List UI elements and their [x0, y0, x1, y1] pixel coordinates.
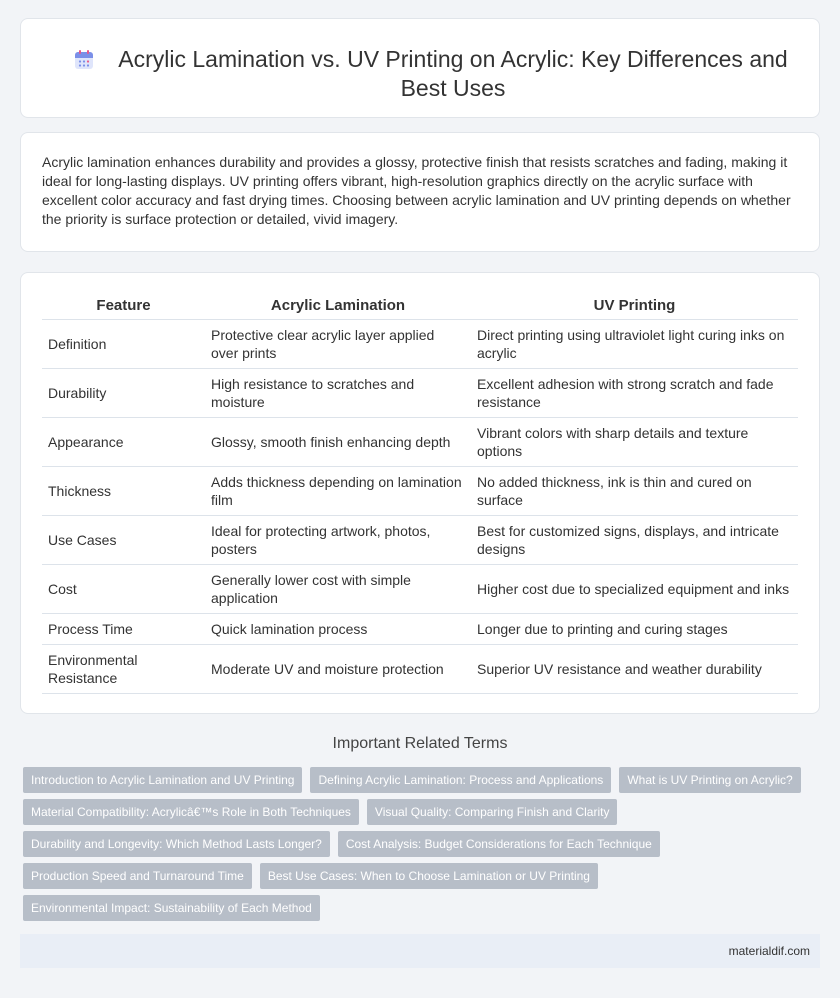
related-term-tag[interactable]: What is UV Printing on Acrylic? — [619, 767, 800, 793]
lamination-cell: Glossy, smooth finish enhancing depth — [205, 417, 471, 466]
intro-paragraph: Acrylic lamination enhances durability and provides a glossy, protective finish that resists scratches and fading, making it ideal for long-lasting displays. UV printing offers vibrant, high-resolution graphics directly on the acrylic surface with excellent color accuracy and fast drying times. Choosing between acrylic lamination and UV printing depends on whether the priority is surface protection or detailed, vivid imagery. — [42, 154, 791, 227]
related-term-tag[interactable]: Cost Analysis: Budget Considerations for Each Technique — [338, 831, 660, 857]
uv-printing-cell: Best for customized signs, displays, and intricate designs — [471, 515, 798, 564]
related-term-tag[interactable]: Defining Acrylic Lamination: Process and Applications — [310, 767, 611, 793]
feature-cell: Environmental Resistance — [42, 644, 205, 693]
lamination-cell: High resistance to scratches and moisture — [205, 368, 471, 417]
lamination-cell: Generally lower cost with simple application — [205, 564, 471, 613]
feature-cell: Use Cases — [42, 515, 205, 564]
table-row — [42, 613, 798, 644]
feature-cell: Durability — [42, 368, 205, 417]
header-feature: Feature — [42, 295, 205, 319]
table-row — [42, 466, 798, 515]
uv-printing-cell: Direct printing using ultraviolet light curing inks on acrylic — [471, 319, 798, 368]
uv-printing-cell: Vibrant colors with sharp details and texture options — [471, 417, 798, 466]
lamination-cell: Protective clear acrylic layer applied over prints — [205, 319, 471, 368]
related-term-tag[interactable]: Best Use Cases: When to Choose Lamination or UV Printing — [260, 863, 598, 889]
lamination-cell: Moderate UV and moisture protection — [205, 644, 471, 693]
lamination-cell: Adds thickness depending on lamination film — [205, 466, 471, 515]
uv-printing-cell: Longer due to printing and curing stages — [471, 613, 798, 644]
comparison-table — [42, 295, 798, 694]
feature-cell: Cost — [42, 564, 205, 613]
calendar-icon — [72, 48, 96, 72]
related-term-tag[interactable]: Visual Quality: Comparing Finish and Clarity — [367, 799, 618, 825]
lamination-cell: Ideal for protecting artwork, photos, posters — [205, 515, 471, 564]
related-term-tag[interactable]: Production Speed and Turnaround Time — [23, 863, 252, 889]
table-row — [42, 368, 798, 417]
feature-cell: Process Time — [42, 613, 205, 644]
table-row — [42, 417, 798, 466]
title-card — [20, 18, 820, 118]
feature-cell: Appearance — [42, 417, 205, 466]
related-term-tag[interactable]: Material Compatibility: Acrylicâ€™s Role in Both Techniques — [23, 799, 359, 825]
related-term-tag[interactable]: Introduction to Acrylic Lamination and UV Printing — [23, 767, 302, 793]
feature-cell: Thickness — [42, 466, 205, 515]
table-row — [42, 319, 798, 368]
table-header-row — [42, 295, 798, 319]
table-row — [42, 515, 798, 564]
related-terms-list — [23, 767, 818, 921]
footer-site-name: materialdif.com — [728, 944, 810, 958]
uv-printing-cell: Higher cost due to specialized equipment and inks — [471, 564, 798, 613]
header-uv-printing: UV Printing — [471, 295, 798, 319]
comparison-card — [20, 272, 820, 714]
table-row — [42, 564, 798, 613]
related-terms-heading: Important Related Terms — [332, 735, 508, 752]
feature-cell: Definition — [42, 319, 205, 368]
page-title: Acrylic Lamination vs. UV Printing on Acrylic: Key Differences and Best Uses — [118, 46, 788, 101]
table-row — [42, 644, 798, 693]
lamination-cell: Quick lamination process — [205, 613, 471, 644]
uv-printing-cell: Superior UV resistance and weather durability — [471, 644, 798, 693]
uv-printing-cell: Excellent adhesion with strong scratch and fade resistance — [471, 368, 798, 417]
uv-printing-cell: No added thickness, ink is thin and cured on surface — [471, 466, 798, 515]
related-term-tag[interactable]: Environmental Impact: Sustainability of Each Method — [23, 895, 320, 921]
intro-card — [20, 132, 820, 252]
related-term-tag[interactable]: Durability and Longevity: Which Method Lasts Longer? — [23, 831, 330, 857]
footer — [20, 934, 820, 968]
header-acrylic-lamination: Acrylic Lamination — [205, 295, 471, 319]
